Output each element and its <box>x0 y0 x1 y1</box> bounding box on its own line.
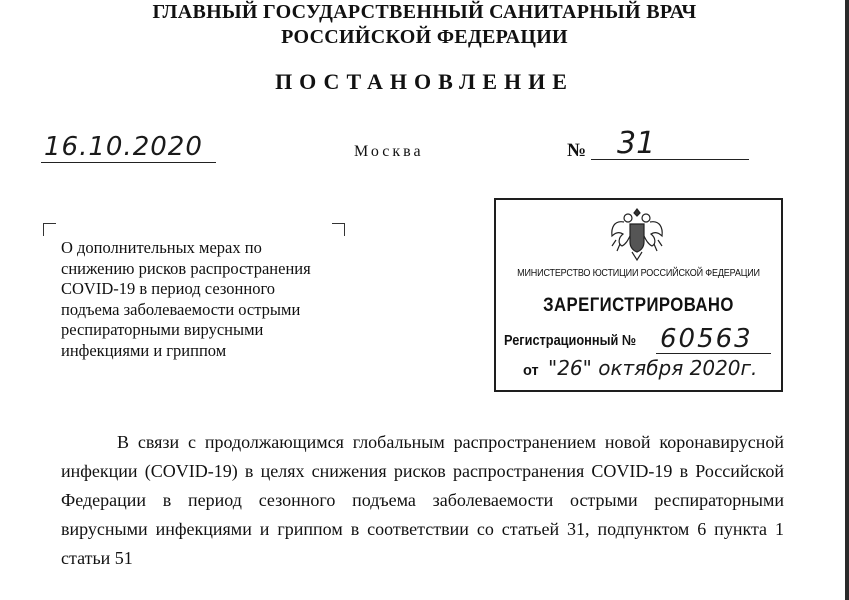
registration-number-underline <box>656 353 771 354</box>
number-label: № <box>567 140 587 161</box>
date-underline <box>41 162 216 163</box>
subject-bracket-left <box>43 223 56 236</box>
registration-date-label: от <box>523 363 539 379</box>
number-underline <box>591 159 749 160</box>
ministry-name: МИНИСТЕРСТВО ЮСТИЦИИ РОССИЙСКОЙ ФЕДЕРАЦИИ <box>517 267 760 279</box>
subject-line: снижению рисков распространения <box>61 258 311 278</box>
registration-number-label: Регистрационный № <box>504 333 637 349</box>
scan-edge <box>845 0 849 600</box>
subject-line: респираторными вирусными <box>61 320 264 339</box>
subject-bracket-right <box>332 223 345 236</box>
handwritten-registration-number: 60563 <box>660 324 753 354</box>
subject-line: подъема заболеваемости острыми <box>61 299 301 319</box>
subject-line: COVID-19 в период сезонного <box>61 279 276 298</box>
document-subject <box>61 238 381 361</box>
document-type-title: ПОСТАНОВЛЕНИЕ <box>275 69 574 94</box>
city-label: Москва <box>354 143 424 160</box>
body-paragraph: В связи с продолжающимся глобальным распространением новой коронавирусной инфекции (COVID-19) в целях снижения рисков распространения COVID-19 в Российской Федерации в период сезонного подъема заболеваемости острыми респираторными вирусными инфекциями и гриппом в соответствии со статьей 31, подпунктом 6 пункта 1 статьи 51 <box>61 432 784 568</box>
handwritten-date: 16.10.2020 <box>44 132 203 162</box>
body-text <box>61 428 784 573</box>
subject-line: инфекциями и гриппом <box>61 340 227 360</box>
handwritten-registration-date: "26" октября 2020г. <box>548 356 758 380</box>
registration-stamp <box>494 198 783 392</box>
authority-title-line-1: ГЛАВНЫЙ ГОСУДАРСТВЕННЫЙ САНИТАРНЫЙ ВРАЧ <box>152 1 697 23</box>
authority-title-line-2: РОССИЙСКОЙ ФЕДЕРАЦИИ <box>281 26 568 48</box>
coat-of-arms-emblem <box>606 206 668 264</box>
handwritten-document-number: 31 <box>617 126 656 161</box>
registered-label: ЗАРЕГИСТРИРОВАНО <box>543 295 734 316</box>
subject-line: О дополнительных мерах по <box>61 238 262 257</box>
